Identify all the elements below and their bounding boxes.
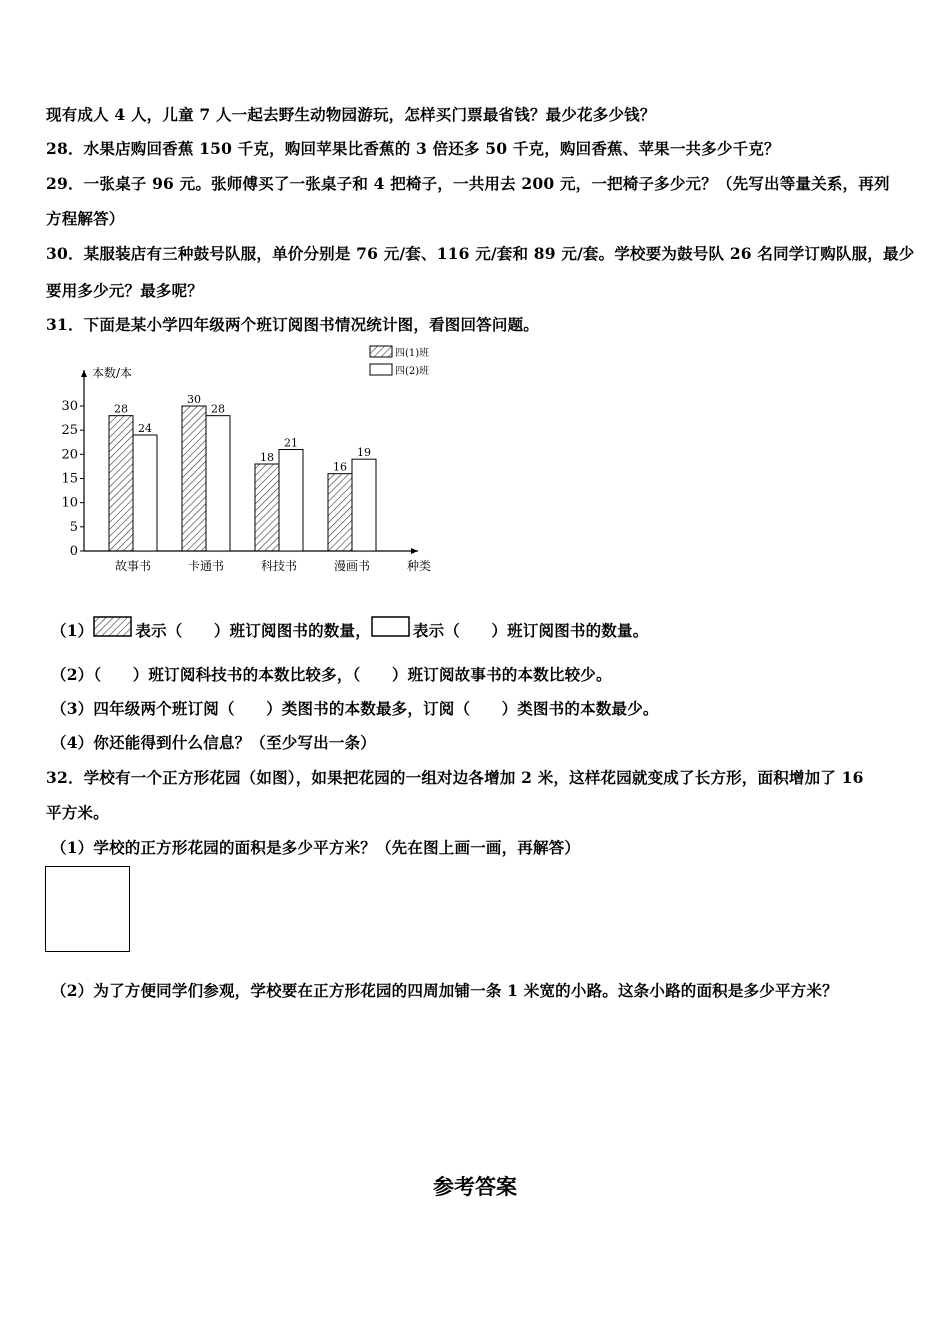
question-32-line1: 32．学校有一个正方形花园（如图），如果把花园的一组对边各增加 2 米，这样花园就变成了长方形，面积增加了 16 <box>46 768 864 787</box>
question-29-line1: 29．一张桌子 96 元。张师傅买了一张桌子和 4 把椅子，一共用去 200 元，一把椅子多少元？（先写出等量关系，再列 <box>46 174 890 193</box>
y-axis-label: 本数/本 <box>92 366 133 380</box>
y-tick-label: 15 <box>61 471 78 487</box>
answer-heading: 参考答案 <box>433 1174 517 1199</box>
y-tick-label: 10 <box>61 495 78 511</box>
question-30-line2: 要用多少元？最多呢？ <box>46 281 204 300</box>
question-29-line2: 方程解答） <box>46 209 125 228</box>
question-31-3: （3）四年级两个班订阅（ ）类图书的本数最多，订阅（ ）类图书的本数最少。 <box>51 699 659 718</box>
bar <box>352 459 376 551</box>
question-32-line2: 平方米。 <box>46 803 109 822</box>
legend-swatch <box>370 346 392 357</box>
bar-value-label: 18 <box>260 451 274 464</box>
hatched-swatch-icon <box>93 616 133 638</box>
question-31-2: （2）（ ）班订阅科技书的本数比较多，（ ）班订阅故事书的本数比较少。 <box>51 665 612 684</box>
bar-value-label: 24 <box>138 422 152 435</box>
x-axis-arrow-icon <box>411 548 418 554</box>
question-31-1 <box>51 616 648 641</box>
question-31-4: （4）你还能得到什么信息？（至少写出一条） <box>51 733 376 752</box>
y-axis-arrow-icon <box>81 370 87 377</box>
blank-swatch-icon <box>371 616 411 638</box>
x-tick-label: 科技书 <box>260 559 298 573</box>
q31-1-text-b: 表示（ ）班订阅图书的数量。 <box>412 621 649 640</box>
question-31: 31．下面是某小学四年级两个班订阅图书情况统计图，看图回答问题。 <box>46 315 539 334</box>
q31-1-label: （1） <box>51 621 94 640</box>
bar <box>133 435 157 551</box>
bar-value-label: 19 <box>357 446 371 460</box>
x-tick-label: 漫画书 <box>333 559 371 573</box>
bar <box>109 416 133 551</box>
bar-value-label: 28 <box>114 402 128 416</box>
question-30-line1: 30．某服装店有三种鼓号队服，单价分别是 76 元/套、116 元/套和 89 元/套。学校要为鼓号队 26 名同学订购队服，最少 <box>46 244 915 263</box>
y-tick-label: 20 <box>61 447 78 463</box>
bar <box>255 464 279 551</box>
legend-label: 四(2)班 <box>395 366 430 377</box>
legend-label: 四(1)班 <box>395 348 430 359</box>
bar <box>328 474 352 551</box>
bar-value-label: 30 <box>187 393 201 406</box>
bar <box>279 450 303 552</box>
y-tick-label: 30 <box>61 399 78 414</box>
y-tick-label: 0 <box>69 544 78 559</box>
question-32-2: （2）为了方便同学们参观，学校要在正方形花园的四周加铺一条 1 米宽的小路。这条小路的面积是多少平方米？ <box>51 981 838 1000</box>
y-tick-label: 5 <box>69 519 78 535</box>
bar <box>182 406 206 551</box>
legend-swatch <box>370 364 392 375</box>
bar-value-label: 21 <box>284 436 298 450</box>
question-27-tail: 现有成人 4 人，儿童 7 人一起去野生动物园游玩，怎样买门票最省钱？最少花多少钱？ <box>46 105 656 124</box>
q31-1-text-a: 表示（ ）班订阅图书的数量， <box>135 621 371 640</box>
bar-value-label: 16 <box>333 460 347 474</box>
question-28: 28．水果店购回香蕉 150 千克，购回苹果比香蕉的 3 倍还多 50 千克，购回香蕉、苹果一共多少千克？ <box>46 139 780 158</box>
y-tick-label: 25 <box>61 423 78 439</box>
bar <box>206 416 230 551</box>
x-axis-label: 种类 <box>407 559 432 573</box>
x-tick-label: 故事书 <box>114 559 152 573</box>
x-tick-label: 卡通书 <box>187 559 225 573</box>
question-32-1: （1）学校的正方形花园的面积是多少平方米？（先在图上画一画，再解答） <box>51 838 581 857</box>
bar-value-label: 28 <box>211 402 225 416</box>
bar-chart <box>58 340 458 580</box>
square-garden-figure <box>45 866 130 952</box>
